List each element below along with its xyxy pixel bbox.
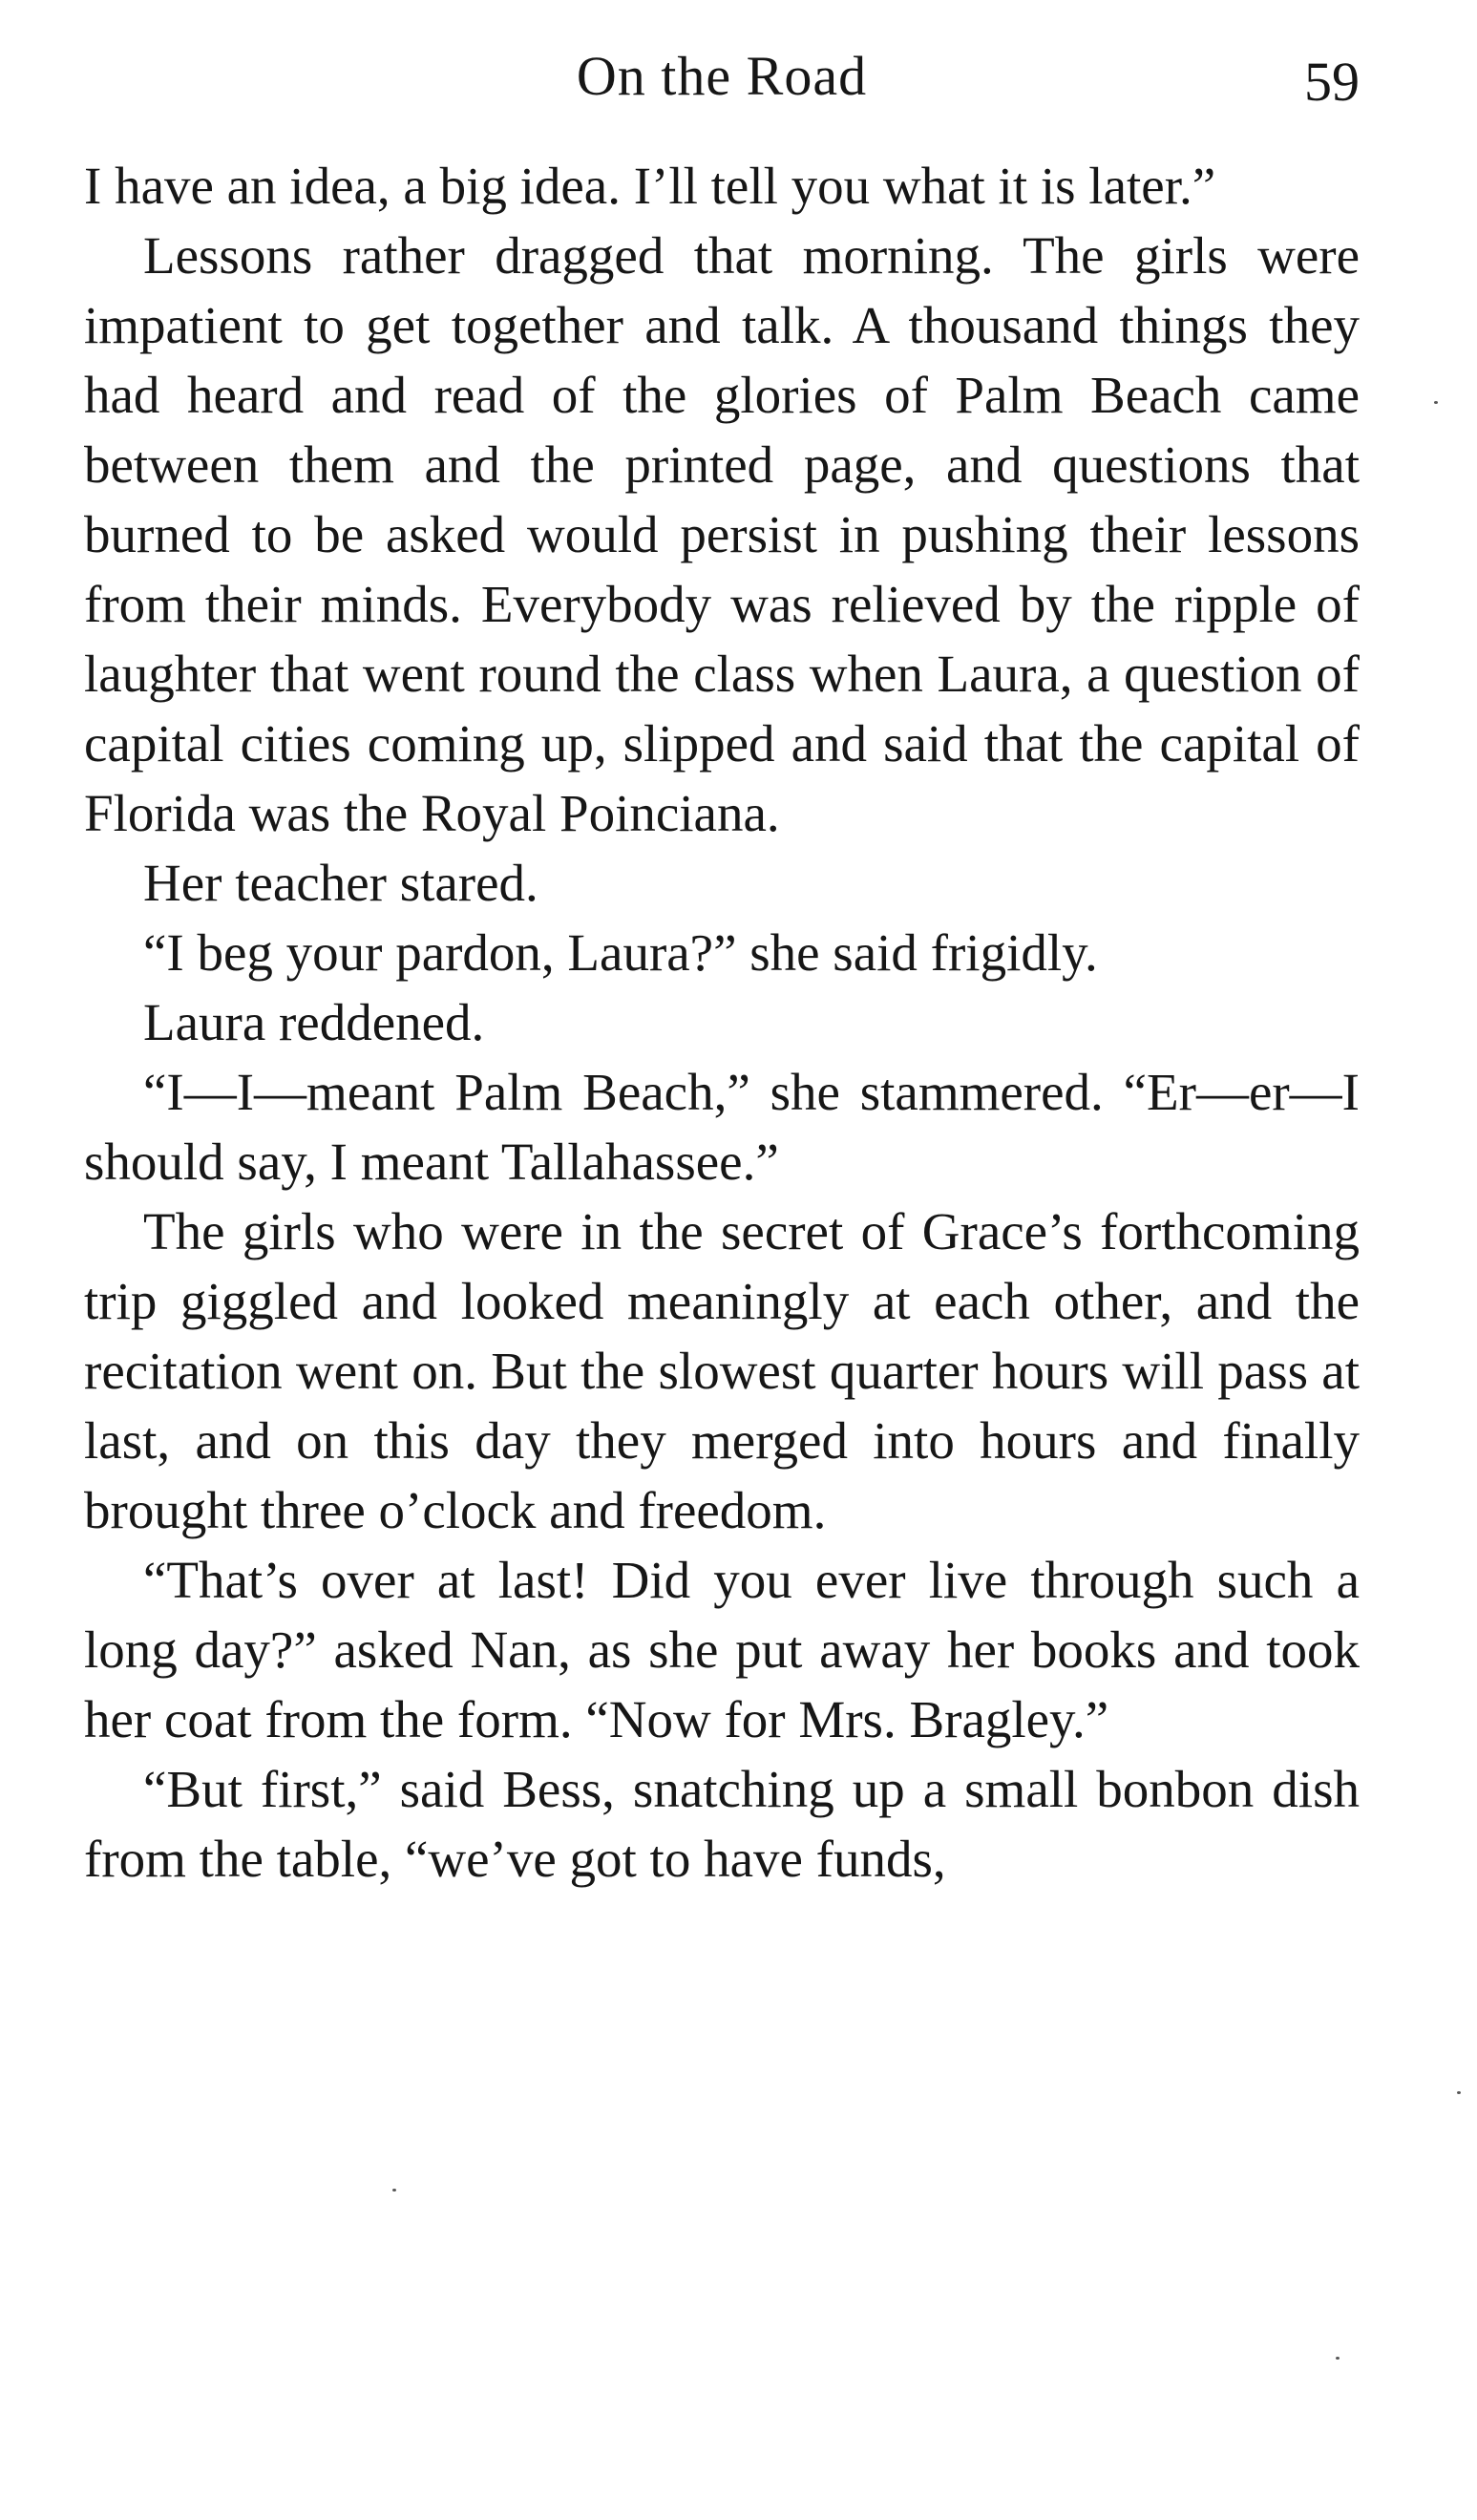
paragraph: I have an idea, a big idea. I’ll tell you what it is later.”	[84, 157, 1216, 215]
paragraph: Laura reddened.	[143, 993, 485, 1051]
paper-speck	[1457, 2091, 1461, 2094]
paragraph: Lessons rather dragged that morning. The girls were impatient to get together and talk. A thousand things they had heard and read of the glories of Palm Beach came between them and the printed page, and questions that burned to be asked would persist in pushing their lessons from their minds. Everybody was relieved by the ripple of laughter that went round the class when Laura, a question of capital cities coming up, slipped and said that the capital of Florida was the Royal Poinciana.	[84, 226, 1360, 842]
page-number: 59	[1304, 51, 1360, 113]
paragraph: “I—I—meant Palm Beach,” she stammered. “Er—er—I should say, I meant Tallahassee.”	[84, 1063, 1360, 1191]
running-head	[84, 38, 1360, 115]
paper-speck	[1434, 401, 1438, 404]
paragraph: “I beg your pardon, Laura?” she said frigidly.	[143, 923, 1098, 982]
paragraph: The girls who were in the secret of Grace’s forthcoming trip giggled and looked meaningly at each other, and the recitation went on. But the slowest quarter hours will pass at last, and on this day they merged into hours and finally brought three o’clock and freedom.	[84, 1202, 1360, 1539]
paragraph: “But first,” said Bess, snatching up a small bonbon dish from the table, “we’ve got to have funds,	[84, 1760, 1360, 1888]
paragraph: “That’s over at last! Did you ever live through such a long day?” asked Nan, as she put away her books and took her coat from the form. “Now for Mrs. Bragley.”	[84, 1551, 1360, 1748]
body-text	[84, 151, 1360, 1894]
running-title: On the Road	[576, 45, 868, 107]
paper-speck	[1336, 2357, 1340, 2360]
paragraph: Her teacher stared.	[143, 854, 538, 912]
paper-speck	[392, 2189, 396, 2192]
